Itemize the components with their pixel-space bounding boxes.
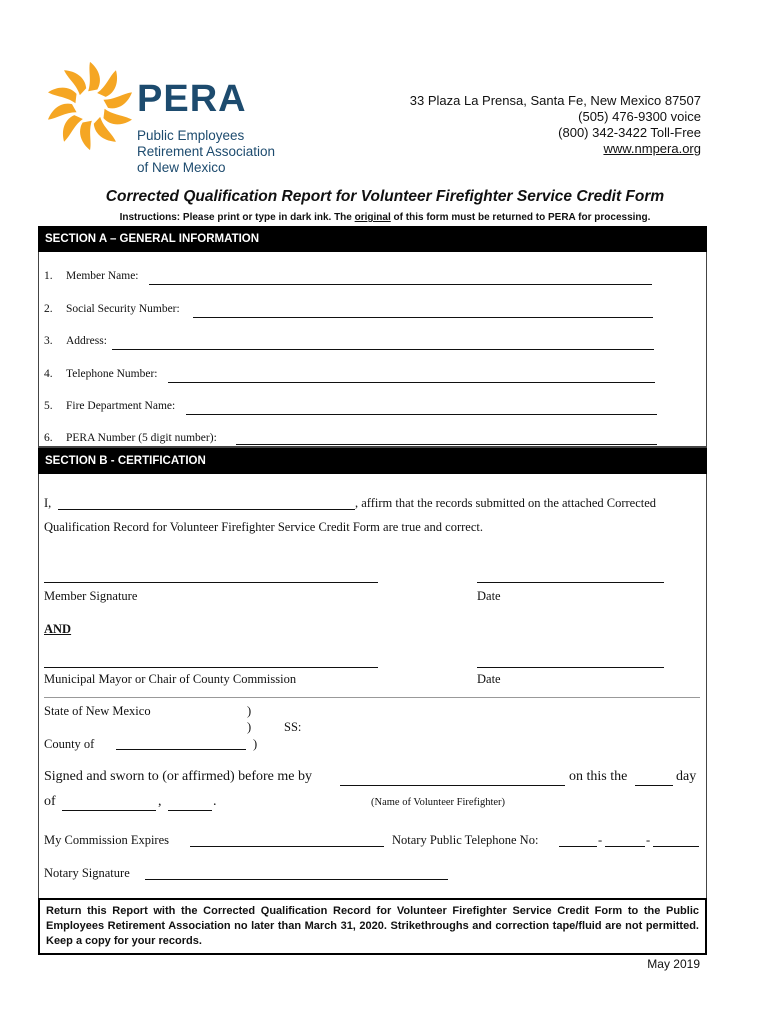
ssn-line[interactable] — [193, 317, 653, 318]
item-number: 1. — [44, 270, 53, 282]
item-label: Telephone Number: — [66, 368, 158, 380]
return-instructions: Return this Report with the Corrected Qualification Record for Volunteer Firefighter Service Credit Form to the Public Employees Retirement Association no later than March 31, 2020. Strikethroughs and correction tape/fluid are not permitted. Keep a copy for your records. — [38, 898, 707, 955]
section-b-heading: SECTION B - CERTIFICATION — [38, 448, 707, 474]
member-name-field[interactable] — [44, 270, 139, 282]
affirm-prefix: I, — [44, 496, 52, 510]
pera-number-field[interactable] — [44, 432, 217, 444]
website-link[interactable]: www.nmpera.org — [603, 141, 701, 156]
date1-line[interactable] — [477, 582, 664, 583]
ss-label: SS: — [284, 720, 302, 734]
paren-2: ) — [247, 720, 252, 734]
item-label: Social Security Number: — [66, 303, 180, 315]
contact-block — [410, 93, 701, 157]
affirm-name-line[interactable] — [58, 509, 355, 510]
address-field[interactable] — [44, 335, 107, 347]
logo-line-2: Retirement Association — [137, 144, 276, 159]
instructions-post: of this form must be returned to PERA for processing. — [390, 212, 651, 223]
instructions-emphasis: original — [354, 212, 391, 223]
ssn-field[interactable] — [44, 303, 180, 315]
form-version: May 2019 — [647, 957, 700, 971]
pera-number-line[interactable] — [236, 444, 657, 445]
item-label: PERA Number (5 digit number): — [66, 432, 217, 444]
notary-divider — [44, 697, 700, 698]
form-title: Corrected Qualification Report for Volunteer Firefighter Service Credit Form — [105, 188, 665, 205]
fire-department-line[interactable] — [186, 414, 657, 415]
phone-part2-line[interactable] — [605, 846, 645, 847]
phone-part3-line[interactable] — [653, 846, 699, 847]
telephone-line[interactable] — [168, 382, 655, 383]
fire-department-field[interactable] — [44, 400, 175, 412]
affirm-text: , affirm that the records submitted on the attached Corrected — [355, 496, 657, 510]
firefighter-name-line[interactable] — [340, 785, 565, 786]
logo-name: PERA — [137, 78, 247, 120]
address-line[interactable] — [112, 349, 654, 350]
phone-dash-1: - — [598, 833, 603, 847]
logo-line-1: Public Employees — [137, 128, 245, 143]
notary-signature-line[interactable] — [145, 879, 448, 880]
county-line[interactable] — [116, 749, 246, 750]
date1-label: Date — [477, 589, 501, 603]
mayor-label: Municipal Mayor or Chair of County Commission — [44, 672, 297, 686]
county-label: County of — [44, 737, 95, 751]
of-label: of — [44, 794, 56, 809]
affirm-text-line2: Qualification Record for Volunteer Firefighter Service Credit Form are true and correct. — [44, 520, 483, 534]
date2-label: Date — [477, 672, 501, 686]
day-label: day — [676, 769, 697, 784]
day-line[interactable] — [635, 785, 673, 786]
item-label: Address: — [66, 335, 107, 347]
paren-3: ) — [253, 737, 258, 751]
item-number: 4. — [44, 368, 53, 380]
section-a-heading: SECTION A – GENERAL INFORMATION — [38, 226, 707, 252]
month-line[interactable] — [62, 810, 156, 811]
sun-icon — [44, 60, 136, 152]
phone-part1-line[interactable] — [559, 846, 597, 847]
instructions-pre: Instructions: Please print or type in dark ink. The — [119, 212, 355, 223]
signed-sworn-label: Signed and sworn to (or affirmed) before me by — [44, 769, 312, 784]
mayor-signature-line[interactable] — [44, 667, 378, 668]
item-number: 3. — [44, 335, 53, 347]
logo-line-3: of New Mexico — [137, 160, 226, 175]
pera-logo — [44, 58, 284, 178]
of-comma: , — [158, 794, 162, 809]
member-signature-line[interactable] — [44, 582, 378, 583]
phone-dash-2: - — [646, 833, 651, 847]
item-label: Member Name: — [66, 270, 139, 282]
state-label: State of New Mexico — [44, 704, 151, 718]
street-address: 33 Plaza La Prensa, Santa Fe, New Mexico 87507 — [409, 93, 701, 108]
item-number: 5. — [44, 400, 53, 412]
and-label: AND — [44, 622, 72, 636]
instructions — [0, 212, 770, 223]
notary-signature-label: Notary Signature — [44, 866, 130, 880]
commission-line[interactable] — [190, 846, 384, 847]
voice-phone: (505) 476-9300 voice — [578, 109, 701, 124]
paren-1: ) — [247, 704, 252, 718]
date2-line[interactable] — [477, 667, 664, 668]
item-label: Fire Department Name: — [66, 400, 176, 412]
name-hint: (Name of Volunteer Firefighter) — [371, 797, 506, 808]
member-name-line[interactable] — [149, 284, 652, 285]
item-number: 6. — [44, 432, 53, 444]
tollfree-phone: (800) 342-3422 Toll-Free — [558, 125, 701, 140]
of-period: . — [213, 794, 217, 809]
item-number: 2. — [44, 303, 53, 315]
member-signature-label: Member Signature — [44, 589, 138, 603]
on-this-label: on this the — [569, 769, 628, 784]
notary-phone-label: Notary Public Telephone No: — [392, 833, 539, 847]
year-line[interactable] — [168, 810, 212, 811]
commission-label: My Commission Expires — [44, 833, 170, 847]
telephone-field[interactable] — [44, 368, 157, 380]
